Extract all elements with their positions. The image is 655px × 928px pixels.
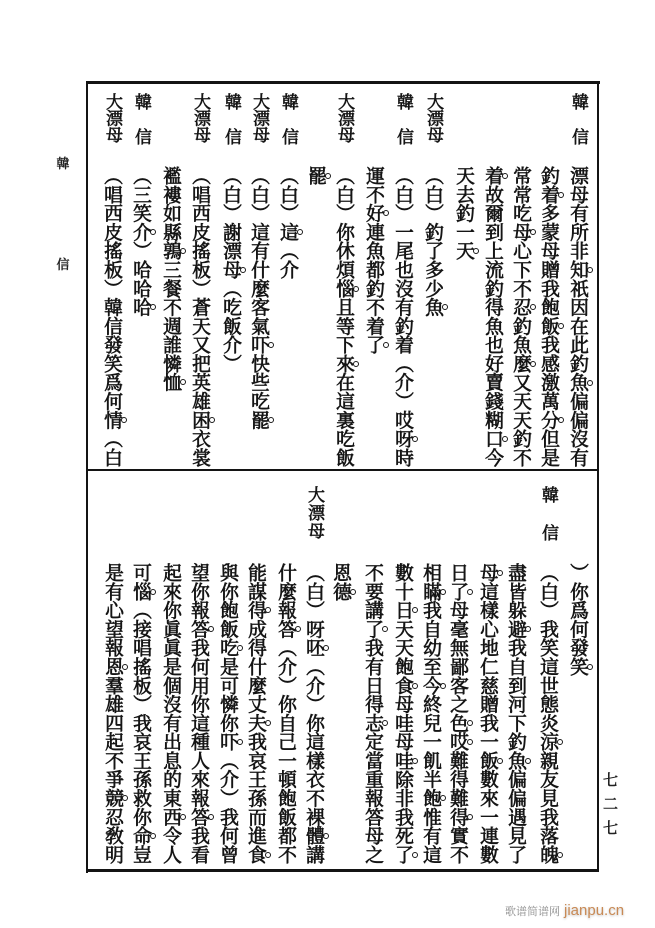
frame-right-border xyxy=(597,81,599,870)
dialogue-column: 天去釣一天 xyxy=(453,166,475,260)
watermark-site-name: 歌谱简谱网 xyxy=(505,906,560,918)
dialogue-column: 罷 xyxy=(305,166,327,185)
speaker-name: 韓信 xyxy=(278,93,298,163)
dialogue-column: （唱西皮搖板）韓信發笑爲何情（白 xyxy=(101,166,123,467)
section-divider xyxy=(86,469,599,471)
margin-title-char: 韓 xyxy=(56,157,70,172)
frame-top-border xyxy=(86,81,600,84)
dialogue-column: （白）一尾也沒有釣着（介）哎呀時 xyxy=(392,166,414,467)
dialogue-column: 盡皆躲避我自到河下釣魚偏偏遇見了 xyxy=(505,563,527,864)
dialogue-column: 恩德 xyxy=(330,563,352,601)
speaker-name: 韓信 xyxy=(393,93,413,163)
dialogue-column: 襤褸如縣鶉三餐不週誰憐恤 xyxy=(160,166,182,392)
dialogue-column: （白）呀呸（介）你這樣衣不裸體講 xyxy=(303,563,325,864)
speaker-name: 韓信 xyxy=(131,93,151,163)
speaker-name: 韓信 xyxy=(221,93,241,163)
dialogue-column: 什麼報答（介）你自己一頓飽飯都不 xyxy=(275,563,297,864)
dialogue-column: 望你報答我何用你這種人來報答我看 xyxy=(188,563,210,864)
dialogue-column: 能謀得成得什麼丈夫我哀王孫而進食 xyxy=(245,563,267,864)
dialogue-column: 運不好連魚都釣不着了 xyxy=(363,166,385,354)
dialogue-column: （白）你休煩惱且等下來在這裏吃飯 xyxy=(333,166,355,467)
dialogue-column: 數十日天天飽食母哇母哇除非我死了 xyxy=(392,563,414,864)
dialogue-column: 相瞞我自幼至今終兒一飢半飽惟有這 xyxy=(420,563,442,864)
page-number: 七二七 xyxy=(601,772,619,844)
dialogue-column: 可惱（接唱搖板）我哀王孫救你命豈 xyxy=(130,563,152,864)
speaker-name: 大漂母 xyxy=(423,93,443,143)
dialogue-column: （白）我笑這世態炎涼親友見我落魄 xyxy=(537,563,559,864)
speaker-name: 大漂母 xyxy=(249,93,269,143)
dialogue-column: ）你爲何發笑 xyxy=(567,563,589,676)
dialogue-column: （白）釣了多少魚 xyxy=(422,166,444,317)
dialogue-column: （唱西皮搖板）蒼天又把英雄困衣裳 xyxy=(189,166,211,467)
dialogue-column: 是有心望報恩羣雄四起不爭競忍敎明 xyxy=(102,563,124,864)
watermark-domain: jianpu.cn xyxy=(564,902,625,919)
dialogue-column: 起來你眞眞是個沒有出息的東西令人 xyxy=(160,563,182,864)
dialogue-column: 着故爾到上流釣得魚也好賣錢糊口今 xyxy=(482,166,504,467)
speaker-name: 大漂母 xyxy=(190,93,210,143)
speaker-name: 大漂母 xyxy=(334,93,354,143)
speaker-name: 韓信 xyxy=(568,93,588,163)
dialogue-column: （白）這有什麼客氣吓快些吃罷 xyxy=(248,166,270,430)
dialogue-column: 母這樣心地仁慈贈我一飯數來一連數 xyxy=(477,563,499,864)
speaker-name: 大漂母 xyxy=(304,486,324,540)
dialogue-column: （三笑介）哈哈哈 xyxy=(130,166,152,317)
frame-bottom-border xyxy=(86,869,599,872)
dialogue-column: 常常吃母心下不忍釣魚麼又天天釣不 xyxy=(510,166,532,467)
dialogue-column: 與你飽飯吃是可憐你吓（介）我何曾 xyxy=(217,563,239,864)
speaker-name: 大漂母 xyxy=(102,93,122,143)
dialogue-column: 漂母有所非知祇因在此釣魚偏偏沒有 xyxy=(567,166,589,467)
dialogue-column: 釣着多蒙母贈我飽飯我感激萬分但是 xyxy=(538,166,560,467)
watermark xyxy=(505,902,624,920)
dialogue-column: （白）謝漂母（吃飯介） xyxy=(220,166,242,373)
dialogue-column: （白）這（介 xyxy=(277,166,299,279)
dialogue-column: 不要講了我有日得志定當重報答母之 xyxy=(362,563,384,864)
margin-title-char: 信 xyxy=(56,258,70,273)
dialogue-column: 日了母毫無鄙客之色哎難得難得實不 xyxy=(447,563,469,864)
frame-left-border xyxy=(86,81,88,873)
speaker-name: 韓信 xyxy=(538,486,558,562)
